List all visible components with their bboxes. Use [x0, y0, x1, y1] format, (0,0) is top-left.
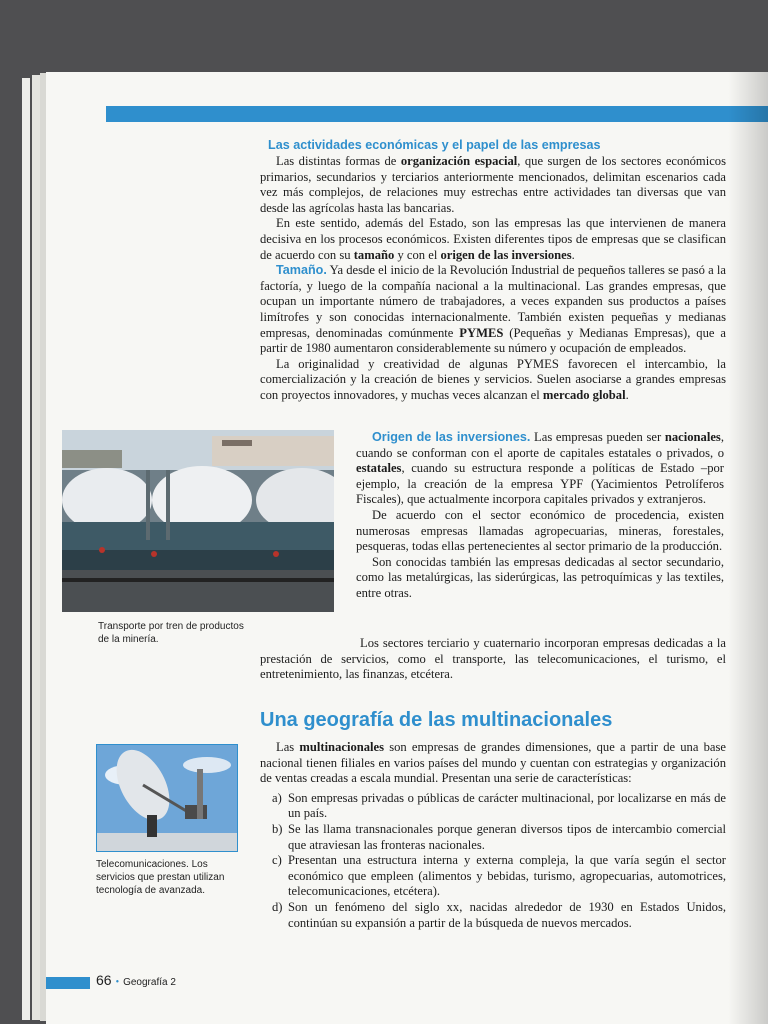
list-item-text: Son empresas privadas o públicas de carácter multinacional, por localizarse en más de un país.	[288, 790, 726, 821]
text-run: , que surgen de los sectores económicos primarios, secundarios y terciarios anteriormente mencionados, delimitan escenarios cada vez más complejos, de relaciones muy estrechas entre actividades tan diversas que van desde las agrícolas hasta las bancarias.	[260, 154, 726, 215]
page-curl-shadow	[728, 72, 768, 1024]
train-photo	[62, 430, 334, 612]
page-footer	[96, 972, 296, 990]
book-title: Geografía 2	[123, 977, 176, 988]
list-item	[260, 900, 726, 931]
text-column-narrow	[356, 430, 724, 602]
paragraph-7	[356, 555, 724, 602]
bold-term: nacionales	[664, 430, 721, 444]
paragraph-6	[356, 508, 724, 555]
train-photo-image	[62, 430, 334, 612]
text-run: , cuando se conforman con el aporte de capitales estatales o privados, o	[356, 430, 724, 460]
text-run: , cuando su estructura responde a políticas de Estado –por ejemplo, la creación de la empresa YPF (Yacimientos Petrolíferos Fiscales), que actualmente incorpora capitales privados y extranjeros.	[356, 461, 724, 507]
text-run: .	[625, 387, 629, 402]
paragraph-8	[260, 636, 726, 683]
tamano-heading: Tamaño.	[276, 263, 327, 278]
text-run: Las distintas formas de	[276, 154, 401, 168]
multinacionales-intro	[260, 740, 726, 787]
text-column-top	[260, 154, 726, 404]
text-run: (Pequeñas y Medianas Empresas), que a partir de 1980 aumentaron considerablemente su número y ocupación de empleados.	[260, 325, 726, 356]
list-item-text: Presentan una estructura interna y externa compleja, la que varía según el sector económico que empleen (alimentos y bebidas, turismo, agropecuarias, automotrices, telecomunicaciones, etcétera).	[288, 853, 726, 899]
list-item	[260, 791, 726, 822]
bold-term: organización espacial	[400, 154, 518, 168]
text-run: Ya desde el inicio de la Revolución Industrial de pequeños talleres se pasó a la factoría, y luego de la compañía nacional a la multinacional. Las grandes empresas, que ocupan un importante número de trabajadores, a veces expanden sus productos a países limítrofes y son conocidas internacionalmente. También existen pequeñas y medianas empresas, denominadas comúnmente	[260, 263, 726, 340]
text-run: y con el	[394, 247, 441, 262]
list-item	[260, 822, 726, 853]
footer-color-bar	[46, 977, 90, 989]
satellite-photo	[96, 744, 238, 852]
bold-term: tamaño	[353, 247, 395, 262]
text-run: son empresas de grandes dimensiones, que a partir de una base nacional tienen filiales en varios países del mundo y cuentan con estrategias y organización de ventas creadas a escala mundial. Presentan una serie de características:	[260, 740, 727, 786]
text-run: Las	[276, 740, 300, 754]
list-item-text: Son un fenómeno del siglo xx, nacidas alrededor de 1930 en Estados Unidos, continúan su expansión a partir de la búsqueda de nuevos mercados.	[288, 899, 726, 930]
footer-bullet: •	[115, 977, 120, 988]
list-item-label: d)	[272, 899, 283, 914]
bold-term: multinacionales	[299, 740, 385, 754]
origen-heading: Origen de las inversiones.	[372, 430, 531, 444]
paragraph-2	[260, 216, 726, 263]
text-run: Son conocidas también las empresas dedicadas al sector secundario, como las metalúrgicas, las siderúrgicas, las petroquímicas y las textiles, entre otras.	[356, 554, 724, 600]
list-item-text: Se las llama transnacionales porque generan diversos tipos de intercambio comercial que atraviesan las fronteras nacionales.	[288, 821, 726, 852]
text-run: De acuerdo con el sector económico de procedencia, existen numerosas empresas llamadas agropecuarias, mineras, forestales, pesqueras, todas ellas pertenecientes al sector primario de la producción.	[356, 507, 724, 554]
section-heading: Las actividades económicas y el papel de las empresas	[268, 138, 601, 152]
paragraph-tamano	[260, 263, 726, 357]
bold-term: mercado global	[542, 387, 626, 402]
page-stack-edge	[32, 75, 40, 1020]
top-color-bar	[106, 106, 768, 122]
multinacionales-heading: Una geografía de las multinacionales	[260, 709, 613, 731]
satellite-photo-image	[97, 745, 237, 851]
bold-term: estatales	[356, 461, 402, 476]
list-item	[260, 853, 726, 900]
paragraph-origen	[356, 430, 724, 508]
book-page	[46, 72, 768, 1024]
page-number: 66	[96, 972, 112, 988]
list-item-label: a)	[272, 790, 282, 805]
bold-term: origen de las inversiones	[440, 247, 572, 262]
paragraph-1	[260, 154, 726, 216]
text-run: La originalidad y creatividad de algunas PYMES favorecen el intercambio, la comercialización y la creación de bienes y servicios. Suelen asociarse a grandes empresas con proyectos innovadores, y muchas veces alcanzan el	[260, 356, 726, 402]
text-run: Los sectores terciario y cuaternario incorporan empresas dedicadas a la prestación de servicios, como el transporte, las telecomunicaciones, el turismo, el entretenimiento, las finanzas, etcétera.	[260, 636, 726, 682]
text-run: .	[571, 247, 575, 262]
satellite-photo-caption: Telecomunicaciones. Los servicios que prestan utilizan tecnología de avanzada.	[96, 859, 225, 896]
list-item-label: c)	[272, 853, 282, 868]
text-run: Las empresas pueden ser	[530, 430, 665, 444]
train-photo-caption: Transporte por tren de productos de la minería.	[98, 621, 244, 645]
list-item-label: b)	[272, 821, 283, 836]
tamano-text	[260, 263, 726, 355]
text-run: En este sentido, además del Estado, son las empresas las que intervienen de manera decisiva en los procesos económicos. Existen diferentes tipos de empresas que se clasifican de acuerdo con su	[260, 216, 726, 262]
characteristics-list	[260, 791, 726, 931]
page-stack-edge	[22, 78, 30, 1020]
text-column-continue	[260, 636, 726, 683]
multinacionales-text	[260, 740, 726, 931]
paragraph-4	[260, 357, 726, 404]
bold-term: PYMES	[459, 325, 504, 340]
